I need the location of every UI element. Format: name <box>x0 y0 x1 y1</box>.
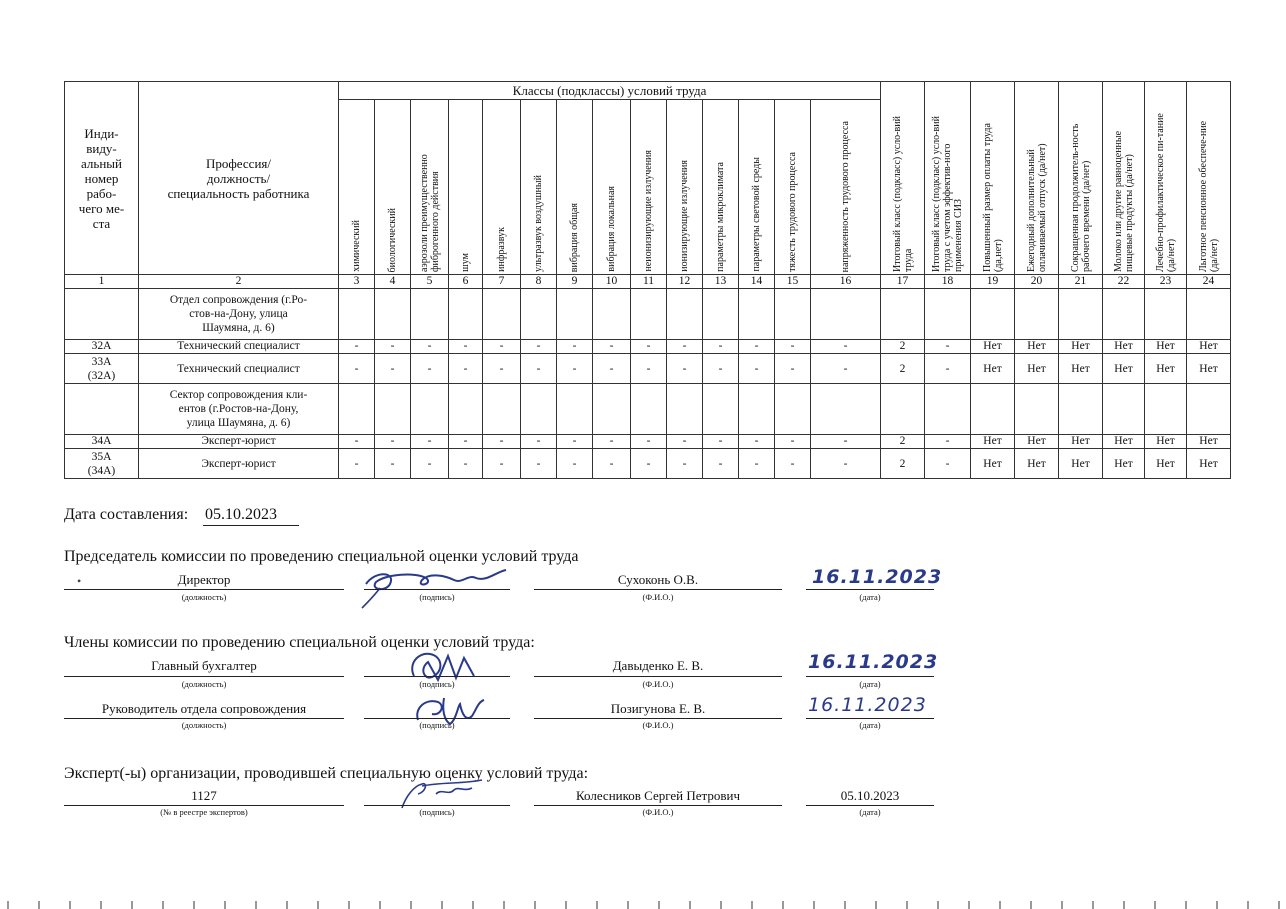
header-factor: аэрозоли преимущественно фиброгенного действия <box>411 100 449 275</box>
expert-reg-number: 1127 <box>191 788 217 803</box>
caption-signature: (подпись) <box>419 679 455 689</box>
factor-class: - <box>339 354 375 384</box>
caption-position: (должность) <box>181 720 227 730</box>
header-extra: Ежегодный дополнительный оплачиваемый отпуск (да/нет) <box>1015 82 1059 275</box>
column-number: 17 <box>881 275 925 289</box>
guarantee-flag: Нет <box>1103 354 1145 384</box>
header-factor: вибрация локальная <box>593 100 631 275</box>
final-class-siz: - <box>925 449 971 479</box>
factor-class: - <box>449 435 483 449</box>
header-factor: параметры световой среды <box>739 100 775 275</box>
caption-fio: (Ф.И.О.) <box>642 679 674 689</box>
member-1-date-line <box>806 676 934 677</box>
final-class-siz: - <box>925 354 971 384</box>
factor-class: - <box>631 435 667 449</box>
expert-name-line <box>534 805 782 806</box>
table-cell <box>375 289 411 340</box>
header-factor: ионизирующие излучения <box>667 100 703 275</box>
guarantee-flag: Нет <box>1015 435 1059 449</box>
factor-class: - <box>483 340 521 354</box>
member-1-name-line <box>534 676 782 677</box>
guarantee-flag: Нет <box>1059 354 1103 384</box>
guarantee-flag: Нет <box>1103 449 1145 479</box>
header-workplace-id: Инди- виду- альный номер рабо- чего ме- ста <box>65 82 139 275</box>
member-1-position-line <box>64 676 344 677</box>
column-number: 9 <box>557 275 593 289</box>
header-profession: Профессия/ должность/ специальность работника <box>139 82 339 275</box>
column-number: 2 <box>139 275 339 289</box>
table-cell <box>593 289 631 340</box>
table-cell <box>1145 384 1187 435</box>
factor-class: - <box>521 435 557 449</box>
table-cell <box>971 384 1015 435</box>
column-number: 16 <box>811 275 881 289</box>
column-number: 8 <box>521 275 557 289</box>
table-row <box>65 354 1231 384</box>
member-2-date: 16.11.2023 <box>808 694 927 716</box>
column-number: 12 <box>667 275 703 289</box>
factor-class: - <box>739 435 775 449</box>
table-row <box>65 340 1231 354</box>
column-number: 3 <box>339 275 375 289</box>
table-cell <box>631 289 667 340</box>
factor-class: - <box>775 449 811 479</box>
table-cell <box>775 384 811 435</box>
table-cell <box>811 384 881 435</box>
table-cell <box>483 289 521 340</box>
guarantee-flag: Нет <box>1145 354 1187 384</box>
guarantee-flag: Нет <box>1187 449 1231 479</box>
table-cell <box>775 289 811 340</box>
factor-class: - <box>703 435 739 449</box>
column-number: 18 <box>925 275 971 289</box>
chairman-heading: Председатель комиссии по проведению специальной оценки условий труда <box>64 548 579 565</box>
table-cell <box>739 289 775 340</box>
factor-class: - <box>411 449 449 479</box>
workplace-id: 33А (32А) <box>65 354 139 384</box>
member-2-signature-line <box>364 718 510 719</box>
section-row <box>65 289 1231 340</box>
guarantee-flag: Нет <box>1015 340 1059 354</box>
factor-class: - <box>811 435 881 449</box>
final-class: 2 <box>881 449 925 479</box>
guarantee-flag: Нет <box>971 340 1015 354</box>
column-number: 15 <box>775 275 811 289</box>
column-number: 24 <box>1187 275 1231 289</box>
table-cell <box>1015 289 1059 340</box>
guarantee-flag: Нет <box>971 354 1015 384</box>
factor-class: - <box>667 435 703 449</box>
table-cell <box>411 289 449 340</box>
chairman-signature <box>356 562 516 610</box>
guarantee-flag: Нет <box>1187 340 1231 354</box>
factor-class: - <box>811 340 881 354</box>
final-class: 2 <box>881 354 925 384</box>
table-cell <box>971 289 1015 340</box>
factor-class: - <box>557 354 593 384</box>
table-cell <box>1187 289 1231 340</box>
column-number: 6 <box>449 275 483 289</box>
caption-date: (дата) <box>859 679 881 689</box>
expert-reg-line <box>64 805 344 806</box>
caption-date: (дата) <box>859 807 881 817</box>
table-cell <box>1059 289 1103 340</box>
profession-name: Эксперт-юрист <box>139 449 339 479</box>
factor-class: - <box>667 449 703 479</box>
caption-position: (должность) <box>181 592 227 602</box>
guarantee-flag: Нет <box>1187 354 1231 384</box>
column-number: 5 <box>411 275 449 289</box>
caption-position: (должность) <box>181 679 227 689</box>
factor-class: - <box>339 449 375 479</box>
factor-class: - <box>483 354 521 384</box>
chairman-date-line <box>806 589 934 590</box>
header-factor: ультразвук воздушный <box>521 100 557 275</box>
table-row <box>65 449 1231 479</box>
table-cell <box>521 289 557 340</box>
header-classes-title: Классы (подклассы) условий труда <box>339 82 881 100</box>
factor-class: - <box>775 354 811 384</box>
table-cell <box>483 384 521 435</box>
guarantee-flag: Нет <box>1015 354 1059 384</box>
header-factor: неионизирующие излучения <box>631 100 667 275</box>
table-cell <box>65 289 139 340</box>
caption-signature: (подпись) <box>419 807 455 817</box>
table-cell <box>1145 289 1187 340</box>
header-factor: тяжесть трудового процесса <box>775 100 811 275</box>
factor-class: - <box>667 354 703 384</box>
section-title: Сектор сопровождения кли- ентов (г.Ростов-на-Дону, улица Шаумяна, д. 6) <box>139 384 339 435</box>
chairman-position: Директор <box>177 572 231 587</box>
table-cell <box>925 384 971 435</box>
factor-class: - <box>411 354 449 384</box>
workplace-id: 35А (34А) <box>65 449 139 479</box>
guarantee-flag: Нет <box>1103 435 1145 449</box>
table-cell <box>65 384 139 435</box>
factor-class: - <box>703 354 739 384</box>
final-class: 2 <box>881 435 925 449</box>
table-cell <box>1015 384 1059 435</box>
table-cell <box>811 289 881 340</box>
factor-class: - <box>703 340 739 354</box>
header-extra: Молоко или другие равноценные пищевые продукты (да/нет) <box>1103 82 1145 275</box>
member-1-date: 16.11.2023 <box>808 651 939 673</box>
factor-class: - <box>483 435 521 449</box>
guarantee-flag: Нет <box>971 449 1015 479</box>
factor-class: - <box>521 354 557 384</box>
table-cell <box>449 289 483 340</box>
factor-class: - <box>411 435 449 449</box>
date-underline <box>203 525 299 526</box>
members-heading: Члены комиссии по проведению специальной оценки условий труда: <box>64 634 535 651</box>
expert-heading: Эксперт(-ы) организации, проводившей специальную оценку условий труда: <box>64 765 589 782</box>
guarantee-flag: Нет <box>1059 340 1103 354</box>
factor-class: - <box>739 354 775 384</box>
header-factor: напряженность трудового процесса <box>811 100 881 275</box>
caption-fio: (Ф.И.О.) <box>642 720 674 730</box>
final-class: 2 <box>881 340 925 354</box>
caption-signature: (подпись) <box>419 592 455 602</box>
member-2-position: Руководитель отдела сопровождения <box>101 701 307 716</box>
table-cell <box>881 384 925 435</box>
section-row <box>65 384 1231 435</box>
caption-signature: (подпись) <box>419 720 455 730</box>
factor-class: - <box>375 340 411 354</box>
table-cell <box>449 384 483 435</box>
factor-class: - <box>449 340 483 354</box>
member-1-name: Давыденко Е. В. <box>612 658 704 673</box>
factor-class: - <box>521 449 557 479</box>
column-number: 23 <box>1145 275 1187 289</box>
column-number: 13 <box>703 275 739 289</box>
chairman-name: Сухоконь О.В. <box>617 572 699 587</box>
caption-date: (дата) <box>859 592 881 602</box>
member-1-position: Главный бухгалтер <box>151 658 257 673</box>
factor-class: - <box>557 435 593 449</box>
factor-class: - <box>593 340 631 354</box>
factor-class: - <box>631 340 667 354</box>
factor-class: - <box>703 449 739 479</box>
factor-class: - <box>593 449 631 479</box>
caption-fio: (Ф.И.О.) <box>642 592 674 602</box>
profession-name: Эксперт-юрист <box>139 435 339 449</box>
column-number: 10 <box>593 275 631 289</box>
factor-class: - <box>593 354 631 384</box>
final-class-siz: - <box>925 435 971 449</box>
factor-class: - <box>775 435 811 449</box>
table-cell <box>1103 289 1145 340</box>
caption-expert-reg: (№ в реестре экспертов) <box>160 807 248 817</box>
table-cell <box>631 384 667 435</box>
header-extra: Итоговый класс (подкласс) усло-вий труда <box>881 82 925 275</box>
chairman-date: 16.11.2023 <box>812 566 943 588</box>
factor-class: - <box>483 449 521 479</box>
table-row <box>65 435 1231 449</box>
column-number: 1 <box>65 275 139 289</box>
member-2-name: Позигунова Е. В. <box>610 701 706 716</box>
dot-mark: • <box>77 574 82 588</box>
scan-edge-marks <box>0 897 1286 909</box>
table-cell <box>739 384 775 435</box>
header-factor: шум <box>449 100 483 275</box>
guarantee-flag: Нет <box>1103 340 1145 354</box>
header-factor: химический <box>339 100 375 275</box>
chairman-signature-line <box>364 589 510 590</box>
member-2-name-line <box>534 718 782 719</box>
column-number: 22 <box>1103 275 1145 289</box>
column-number: 19 <box>971 275 1015 289</box>
factor-class: - <box>631 449 667 479</box>
sout-results-table <box>64 81 1231 479</box>
header-factor: биологический <box>375 100 411 275</box>
factor-class: - <box>667 340 703 354</box>
factor-class: - <box>593 435 631 449</box>
factor-class: - <box>375 354 411 384</box>
table-cell <box>557 289 593 340</box>
table-cell <box>375 384 411 435</box>
guarantee-flag: Нет <box>1059 449 1103 479</box>
table-cell <box>881 289 925 340</box>
workplace-id: 34А <box>65 435 139 449</box>
column-number: 14 <box>739 275 775 289</box>
table-cell <box>703 289 739 340</box>
guarantee-flag: Нет <box>1187 435 1231 449</box>
chairman-position-line <box>64 589 344 590</box>
factor-class: - <box>375 435 411 449</box>
table-cell <box>411 384 449 435</box>
header-extra: Льготное пенсионное обеспече-ние (да/нет) <box>1187 82 1231 275</box>
guarantee-flag: Нет <box>971 435 1015 449</box>
expert-name: Колесников Сергей Петрович <box>575 788 741 803</box>
factor-class: - <box>521 340 557 354</box>
header-extra: Лечебно-профилактическое пи-тание (да/нет) <box>1145 82 1187 275</box>
factor-class: - <box>449 354 483 384</box>
table-cell <box>1187 384 1231 435</box>
header-factor: вибрация общая <box>557 100 593 275</box>
guarantee-flag: Нет <box>1145 340 1187 354</box>
column-number: 7 <box>483 275 521 289</box>
factor-class: - <box>631 354 667 384</box>
factor-class: - <box>449 449 483 479</box>
header-extra: Повышенный размер оплаты труда (да,нет) <box>971 82 1015 275</box>
member-2-position-line <box>64 718 344 719</box>
factor-class: - <box>739 340 775 354</box>
factor-class: - <box>811 354 881 384</box>
factor-class: - <box>811 449 881 479</box>
header-factor: параметры микроклимата <box>703 100 739 275</box>
factor-class: - <box>775 340 811 354</box>
table-cell <box>339 289 375 340</box>
factor-class: - <box>339 435 375 449</box>
final-class-siz: - <box>925 340 971 354</box>
expert-signature-line <box>364 805 510 806</box>
header-factor: инфразвук <box>483 100 521 275</box>
profession-name: Технический специалист <box>139 354 339 384</box>
factor-class: - <box>557 340 593 354</box>
caption-date: (дата) <box>859 720 881 730</box>
header-extra: Сокращенная продолжитель-ность рабочего времени (да/нет) <box>1059 82 1103 275</box>
table-cell <box>1059 384 1103 435</box>
factor-class: - <box>557 449 593 479</box>
chairman-name-line <box>534 589 782 590</box>
date-value: 05.10.2023 <box>205 506 277 523</box>
factor-class: - <box>339 340 375 354</box>
table-cell <box>557 384 593 435</box>
guarantee-flag: Нет <box>1145 435 1187 449</box>
guarantee-flag: Нет <box>1015 449 1059 479</box>
column-number: 20 <box>1015 275 1059 289</box>
guarantee-flag: Нет <box>1059 435 1103 449</box>
expert-date-line <box>806 805 934 806</box>
workplace-id: 32А <box>65 340 139 354</box>
table-cell <box>521 384 557 435</box>
column-number: 4 <box>375 275 411 289</box>
profession-name: Технический специалист <box>139 340 339 354</box>
table-cell <box>667 384 703 435</box>
caption-fio: (Ф.И.О.) <box>642 807 674 817</box>
factor-class: - <box>411 340 449 354</box>
expert-date: 05.10.2023 <box>840 788 900 803</box>
table-cell <box>667 289 703 340</box>
table-cell <box>593 384 631 435</box>
table-cell <box>703 384 739 435</box>
guarantee-flag: Нет <box>1145 449 1187 479</box>
member-2-date-line <box>806 718 934 719</box>
table-cell <box>1103 384 1145 435</box>
factor-class: - <box>375 449 411 479</box>
column-number: 21 <box>1059 275 1103 289</box>
column-number: 11 <box>631 275 667 289</box>
factor-class: - <box>739 449 775 479</box>
header-extra: Итоговый класс (подкласс) усло-вий труда с учетом эффектив-ного применения СИЗ <box>925 82 971 275</box>
section-title: Отдел сопровождения (г.Ро- стов-на-Дону, улица Шаумяна, д. 6) <box>139 289 339 340</box>
table-cell <box>339 384 375 435</box>
table-cell <box>925 289 971 340</box>
member-1-signature-line <box>364 676 510 677</box>
date-label: Дата составления: <box>64 506 189 523</box>
